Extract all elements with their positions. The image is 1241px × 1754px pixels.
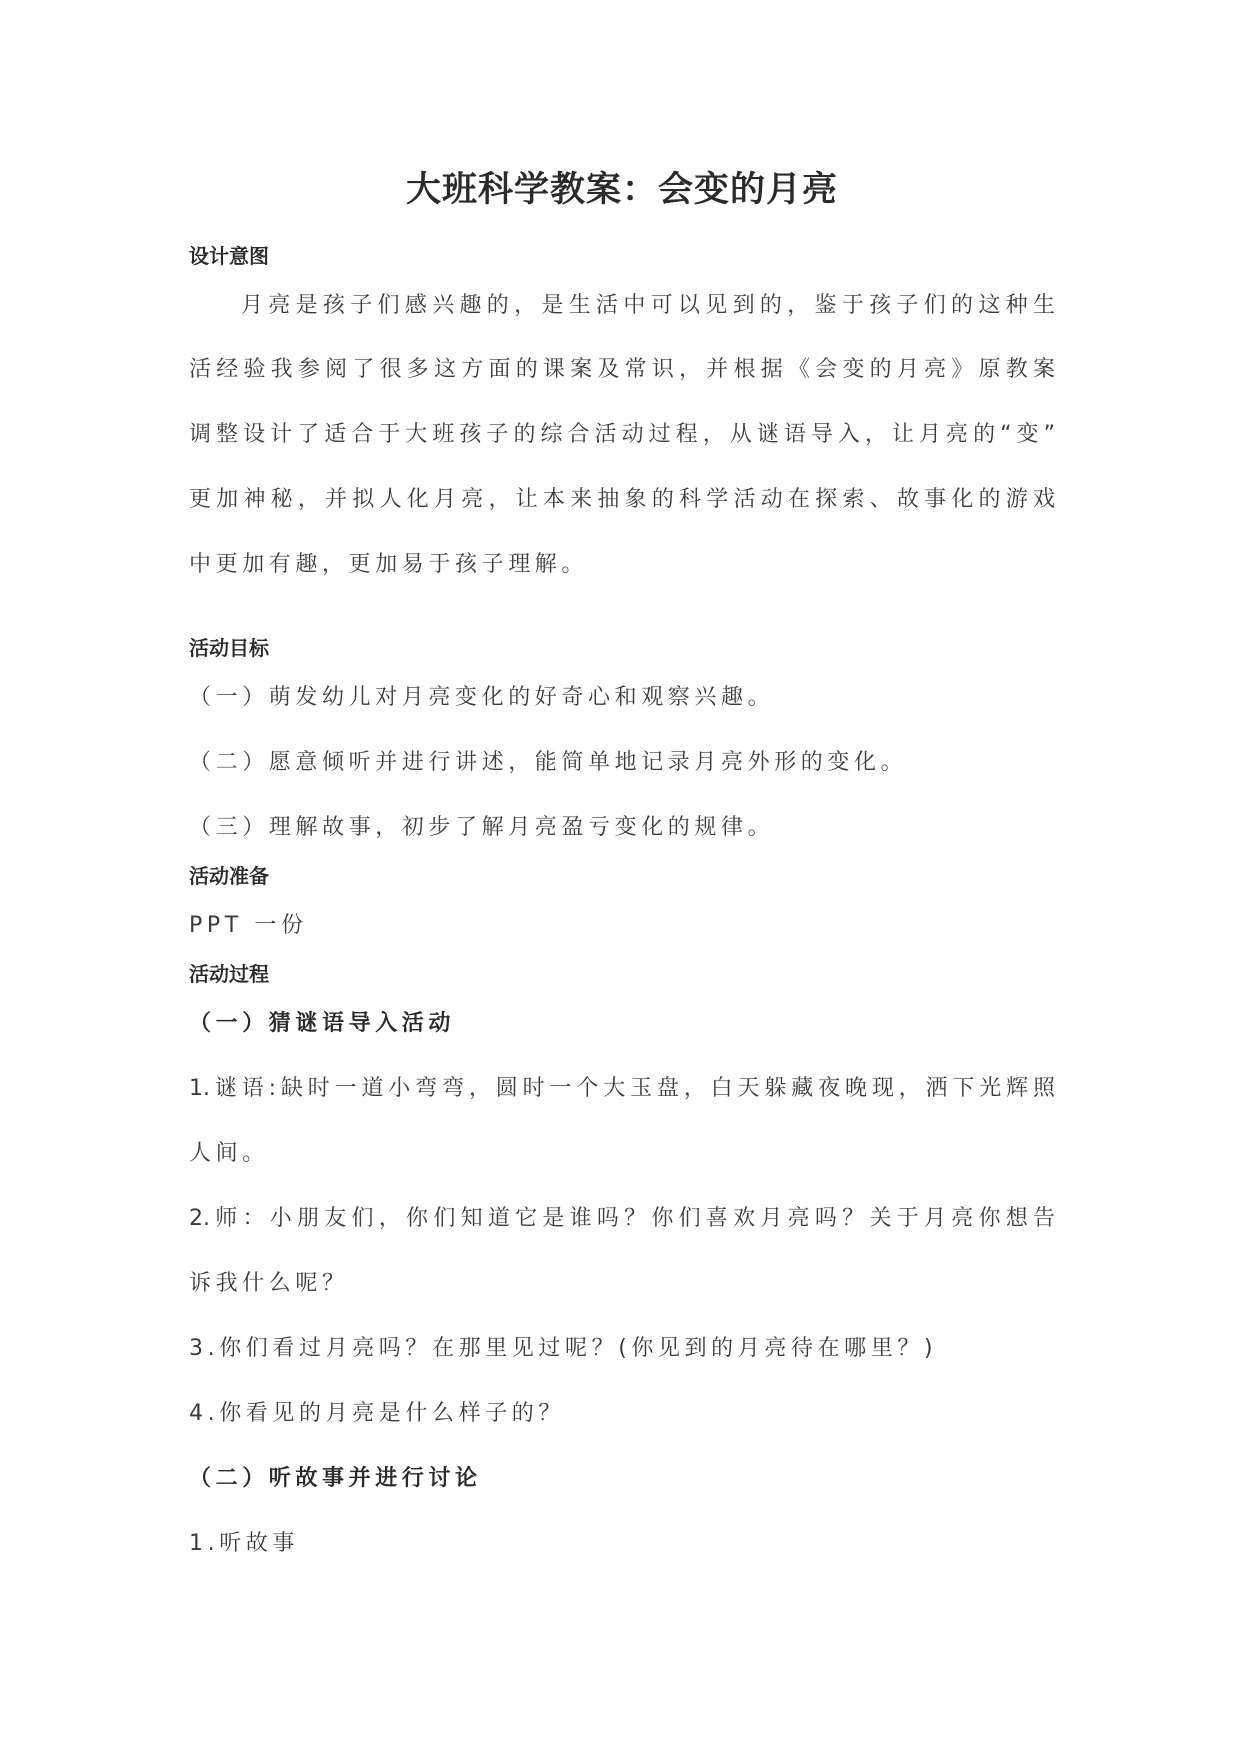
process-line: 4.你看见的月亮是什么样子的？ xyxy=(189,1401,565,1426)
preparation-text: PPT 一份 xyxy=(189,913,308,938)
paragraph-line: 更加神秘，并拟人化月亮，让本来抽象的科学活动在探索、故事化的游戏 xyxy=(189,487,1055,512)
process-line: 1.谜语:缺时一道小弯弯，圆时一个大玉盘，白天躲藏夜晚现，洒下光辉照 xyxy=(189,1076,1055,1101)
process-line: 2.师：小朋友们，你们知道它是谁吗？你们喜欢月亮吗？关于月亮你想告 xyxy=(189,1206,1055,1231)
section-heading-design-intent: 设计意图 xyxy=(189,244,269,268)
section-heading-goals: 活动目标 xyxy=(189,636,269,660)
process-line: 诉我什么呢？ xyxy=(189,1271,349,1296)
paragraph-line: 调整设计了适合于大班孩子的综合活动过程，从谜语导入，让月亮的“变” xyxy=(189,422,1055,447)
goal-item: （二）愿意倾听并进行讲述，能简单地记录月亮外形的变化。 xyxy=(189,750,908,775)
section-heading-process: 活动过程 xyxy=(189,962,269,986)
goal-item: （一）萌发幼儿对月亮变化的好奇心和观察兴趣。 xyxy=(189,685,775,710)
process-part-title: （二）听故事并进行讨论 xyxy=(189,1466,482,1491)
section-heading-preparation: 活动准备 xyxy=(189,864,269,888)
paragraph-line: 活经验我参阅了很多这方面的课案及常识，并根据《会变的月亮》原教案 xyxy=(189,357,1055,382)
process-line: 人间。 xyxy=(189,1141,269,1166)
page-title: 大班科学教案：会变的月亮 xyxy=(405,170,838,210)
process-line: 3.你们看过月亮吗？在那里见过呢？(你见到的月亮待在哪里？) xyxy=(189,1336,938,1361)
process-part-title: （一）猜谜语导入活动 xyxy=(189,1011,456,1036)
document-page xyxy=(189,0,1055,1754)
goal-item: （三）理解故事，初步了解月亮盈亏变化的规律。 xyxy=(189,815,775,840)
paragraph-line: 月亮是孩子们感兴趣的，是生活中可以见到的，鉴于孩子们的这种生 xyxy=(241,293,1055,318)
paragraph-line: 中更加有趣，更加易于孩子理解。 xyxy=(189,552,589,577)
process-line: 1.听故事 xyxy=(189,1531,299,1556)
